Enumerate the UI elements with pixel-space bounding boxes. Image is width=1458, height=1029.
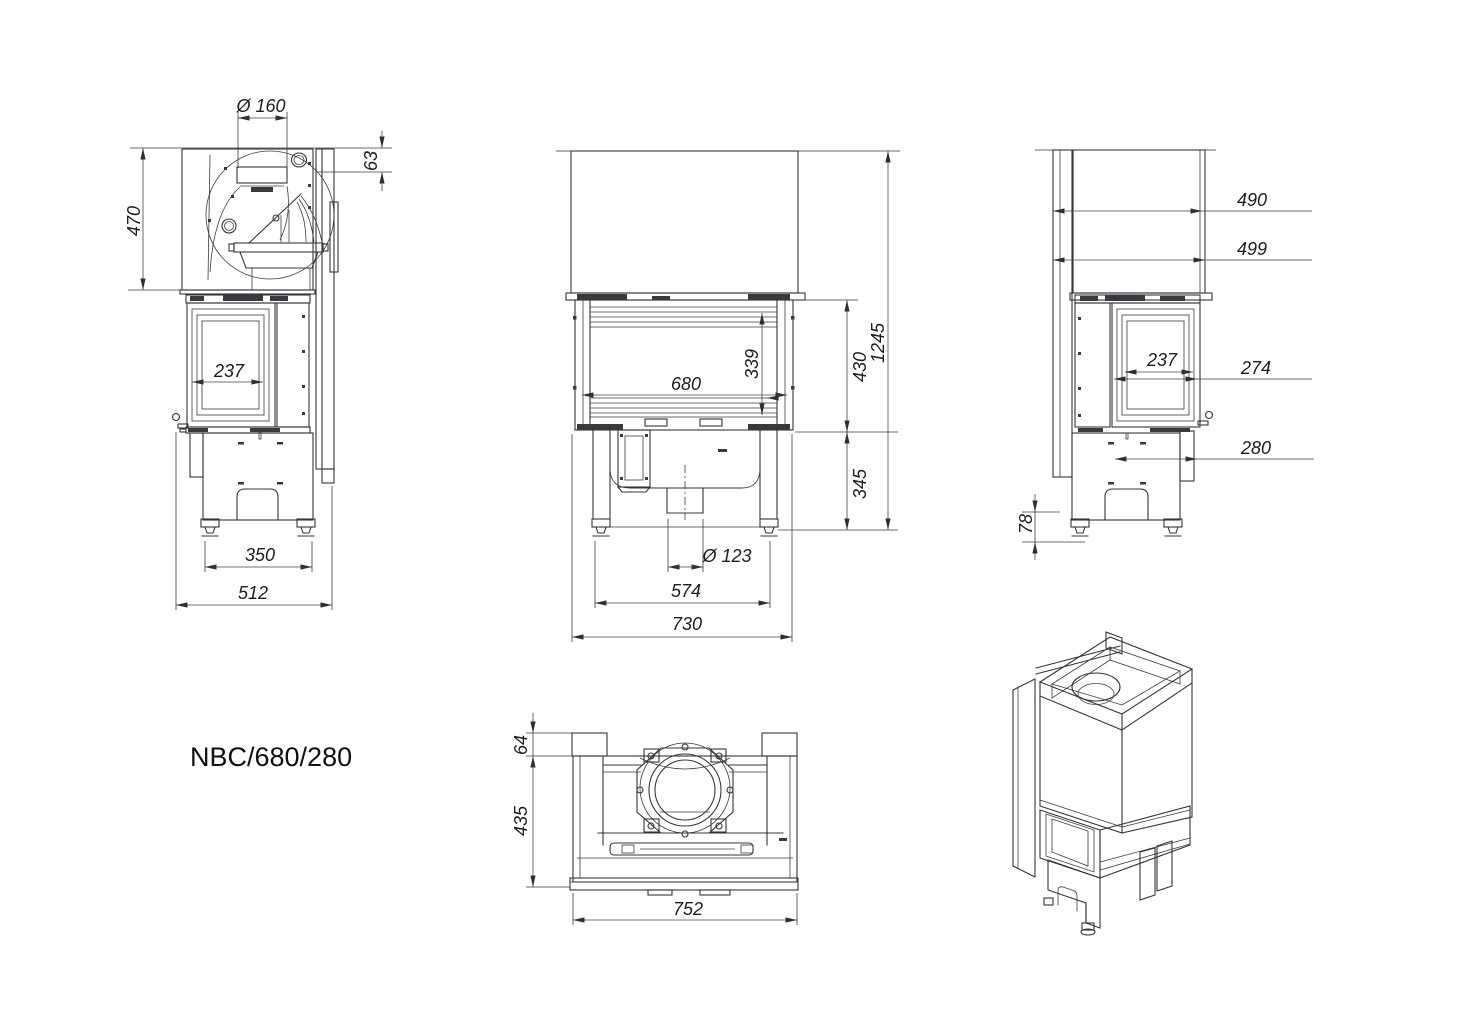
right-side-view [1016,150,1314,560]
top-view-body [570,733,798,890]
dim-base-depth: 280 [1240,438,1272,458]
dim-total-height: 1245 [868,322,888,364]
isometric-view [1013,632,1192,935]
dim-glass-height: 339 [742,348,762,380]
dim-left-glass-width: 237 [213,361,245,381]
dim-air-inlet-diameter: Ø 123 [702,546,752,566]
dim-rear-spacer-depth: 64 [511,734,531,756]
dim-flue-offset: 63 [361,150,381,172]
right-view-right-foot [1164,519,1182,536]
left-view-flue-detail [206,151,334,290]
dim-base-height: 345 [850,468,870,500]
hood-panel [571,151,798,293]
top-view [511,713,798,925]
front-right-foot [760,519,778,536]
dim-firebox-height: 430 [850,351,870,383]
hood-panel-right [1073,150,1205,293]
front-left-foot [592,519,610,536]
left-side-view [124,96,392,610]
dim-glass-width: 680 [670,374,702,394]
front-view-base [592,430,778,536]
dim-side-frame-depth: 274 [1240,358,1272,378]
dim-feet-spacing-front: 574 [670,581,702,601]
dim-hood-depth: 490 [1236,190,1268,210]
flue-collar [637,743,733,837]
dim-body-depth: 435 [511,805,531,837]
rear-spacer-right [762,733,797,756]
left-view-base [190,432,315,536]
louvres-top [590,307,777,327]
dim-total-width: 730 [671,614,703,634]
dim-total-depth: 512 [237,583,269,603]
damper-rod [249,194,301,243]
dim-right-glass-width: 237 [1146,350,1178,370]
louvres-bottom [590,398,777,417]
right-foot [297,519,315,536]
dim-feet-height: 78 [1016,513,1036,535]
model-label: NBC/680/280 [190,742,353,772]
top-view-front-lip [610,843,753,895]
right-view-left-foot [1071,519,1089,536]
dim-total-depth-right: 499 [1236,239,1268,259]
rear-spacer-left [572,733,607,756]
left-view-dimensions [128,112,392,610]
door-latch [173,414,180,421]
dim-hood-height: 470 [124,205,144,237]
dim-body-width: 752 [672,899,704,919]
left-foot [201,519,219,536]
right-view-base [1071,431,1194,536]
damper-base-plate [234,243,323,252]
dim-flue-diameter: Ø 160 [236,96,286,116]
door-latch-right [1206,412,1213,419]
right-view-body [1053,150,1213,477]
rating-plate [251,187,273,192]
front-view-dimensions [556,151,900,642]
front-view [556,151,900,642]
dim-feet-spacing-left: 350 [244,545,276,565]
top-view-dimensions [526,713,797,925]
